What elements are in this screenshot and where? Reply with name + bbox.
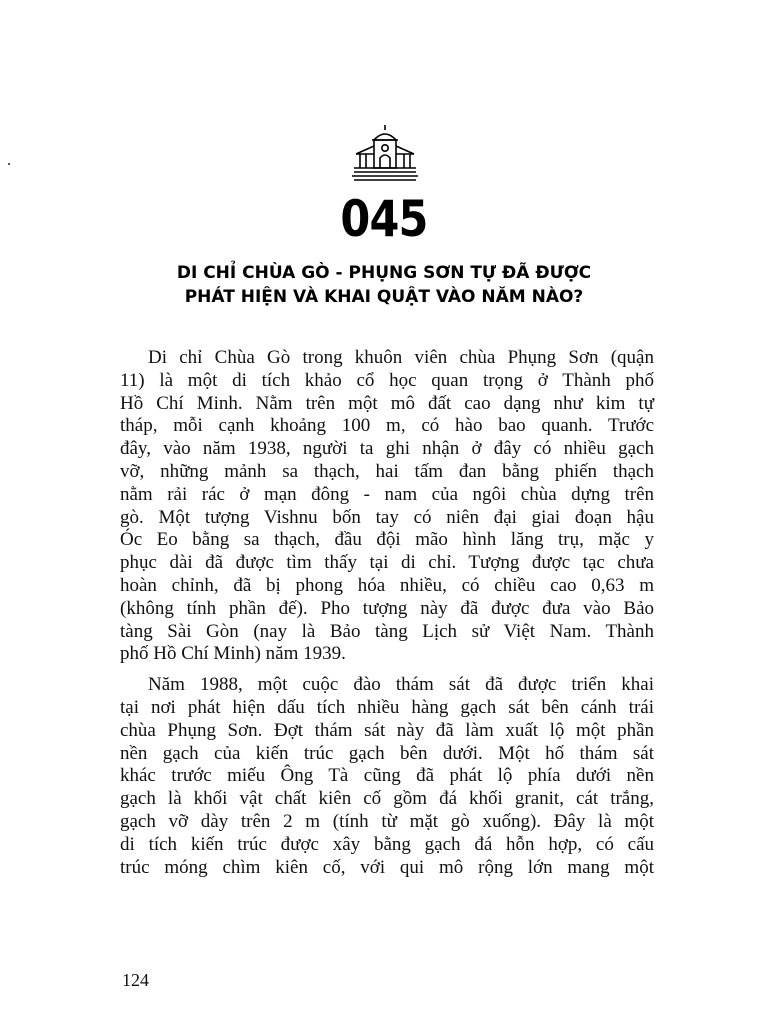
text-line: 11) là một di tích khảo cổ học quan trọng ở Thành phố [120, 369, 654, 391]
text-line: tàng Sài Gòn (nay là Bảo tàng Lịch sử Việt Nam. Thành [120, 620, 654, 642]
temple-gate-icon [352, 124, 418, 186]
text-line: nền gạch của kiến trúc gạch bên dưới. Một hố thám sát [120, 742, 654, 764]
chapter-number: 045 [340, 190, 428, 248]
text-line: Di chỉ Chùa Gò trong khuôn viên chùa Phụng Sơn (quận [148, 347, 654, 368]
paragraph-1 [120, 347, 654, 666]
text-line: tháp, mỗi cạnh khoảng 100 m, có hào bao quanh. Trước [120, 415, 654, 437]
text-line: (không tính phần đế). Pho tượng này đã được đưa vào Bảo [120, 597, 654, 619]
text-line: chùa Phụng Sơn. Đợt thám sát này đã làm xuất lộ một phần [120, 719, 654, 741]
text-line: phố Hồ Chí Minh) năm 1939. [120, 643, 346, 665]
text-line: Năm 1988, một cuộc đào thám sát đã được triển khai [148, 674, 654, 696]
text-line: trúc móng chìm kiên cố, với qui mô rộng lớn mang một [120, 856, 654, 878]
text-line: tại nơi phát hiện dấu tích nhiều hàng gạch sát bên cánh trái [120, 696, 654, 718]
text-line: gạch vỡ dày trên 2 m (tính từ mặt gò xuống). Đây là một [120, 810, 654, 832]
body-text [120, 347, 654, 879]
scan-speck [8, 163, 10, 165]
text-line: đây, vào năm 1938, người ta ghi nhận ở đây có nhiều gạch [120, 438, 654, 460]
text-line: phục dài đã được tìm thấy tại di chỉ. Tượng được tạc chưa [120, 552, 654, 574]
text-line: khác trước miếu Ông Tà cũng đã phát lộ phía dưới nền [120, 765, 654, 787]
text-line: Hồ Chí Minh. Nằm trên một mô đất cao dạng như kim tự [120, 392, 654, 414]
text-line: Óc Eo bằng sa thạch, đầu đội mão hình lăng trụ, mặc y [120, 529, 654, 551]
text-line: di tích kiến trúc được xây bằng gạch đá hỗn hợp, có cấu [120, 833, 654, 855]
chapter-title [100, 261, 668, 309]
chapter-title-line: DI CHỈ CHÙA GÒ - PHỤNG SƠN TỰ ĐÃ ĐƯỢC [176, 263, 592, 283]
paragraph-2 [120, 674, 654, 879]
text-line: gạch là khối vật chất kiên cố gồm đá khối granit, cát trắng, [120, 788, 654, 810]
text-line: vỡ, những mảnh sa thạch, hai tấm đan bằng phiến thạch [120, 460, 654, 482]
text-line: hoàn chỉnh, đã bị phong hóa nhiều, có chiều cao 0,63 m [120, 574, 654, 596]
text-line: gò. Một tượng Vishnu bốn tay có niên đại giai đoạn hậu [120, 506, 654, 528]
chapter-title-line: PHÁT HIỆN VÀ KHAI QUẬT VÀO NĂM NÀO? [184, 287, 584, 307]
page-number: 124 [122, 970, 149, 990]
text-line: nằm rải rác ở mạn đông - nam của ngôi chùa dựng trên [120, 483, 654, 505]
